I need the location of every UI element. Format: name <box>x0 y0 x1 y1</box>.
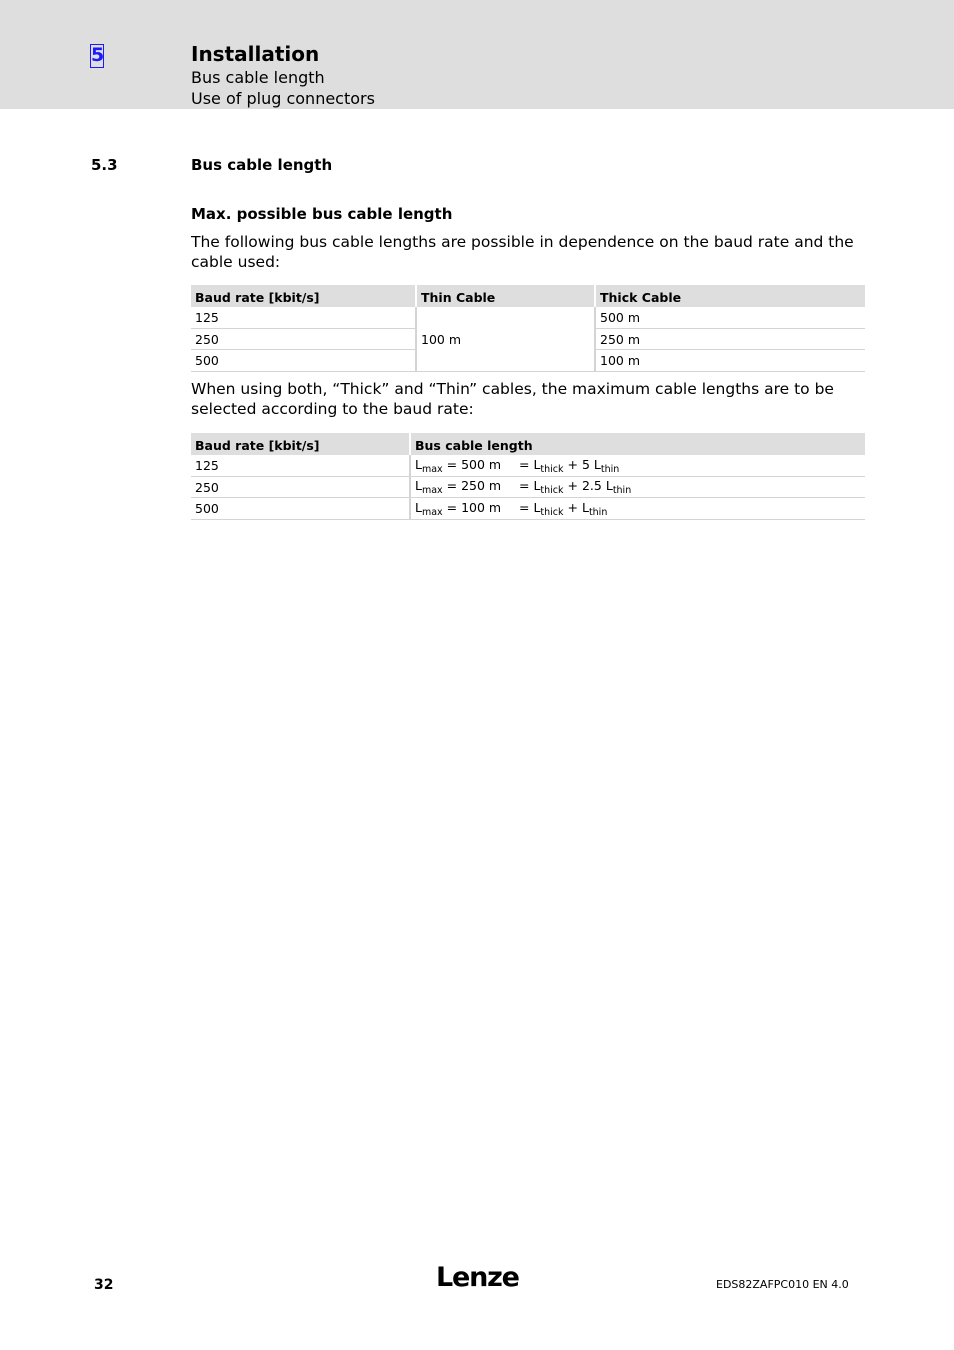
formula-cell: $L_{max} = 500$ $m = L_{thick} + 5$ $L_{thin}$ <box>409 455 865 477</box>
header-bus-cable-length: Bus cable length <box>409 433 865 455</box>
formula-cell: $L_{max} = 100$ $m = L_{thick} + L_{thin}$ <box>409 498 865 520</box>
header-thin-cable: Thin Cable <box>415 285 594 307</box>
table-row <box>191 307 865 329</box>
header-subtitle-plug-connectors: Use of plug connectors <box>191 89 375 108</box>
lenze-logo: Lenze <box>436 1262 519 1293</box>
table-header-row <box>191 285 865 307</box>
thick-cable-cell: 500 m <box>594 307 865 329</box>
baud-cell: 500 <box>191 350 415 372</box>
table-row <box>191 477 865 499</box>
document-id: EDS82ZAFPC010 EN 4.0 <box>716 1278 849 1291</box>
section-title: Bus cable length <box>191 156 333 174</box>
page-number: 32 <box>94 1277 114 1293</box>
baud-cell: 250 <box>191 329 415 351</box>
mixed-cable-table <box>191 433 865 520</box>
formula-cell: $L_{max} = 250$ $m = L_{thick} + 2.5$ $L_{thin}$ <box>409 477 865 499</box>
baud-cell: 125 <box>191 455 409 477</box>
mixed-cable-paragraph: When using both, “Thick” and “Thin” cables, the maximum cable lengths are to be selected according to the baud rate: <box>191 380 834 418</box>
thin-cable-cell: 100 m <box>415 307 594 372</box>
section-number: 5.3 <box>91 156 118 174</box>
table-row <box>191 455 865 477</box>
thick-cable-cell: 250 m <box>594 329 865 351</box>
baud-cell: 250 <box>191 477 409 499</box>
chapter-number-badge[interactable]: 5 <box>91 44 105 66</box>
header-band <box>0 0 954 109</box>
header-baud-rate: Baud rate [kbit/s] <box>191 433 409 455</box>
header-thick-cable: Thick Cable <box>594 285 865 307</box>
header-subtitle-bus-cable-length: Bus cable length <box>191 68 325 87</box>
intro-paragraph: The following bus cable lengths are possible in dependence on the baud rate and the cable used: <box>191 233 854 271</box>
table-header-row <box>191 433 865 455</box>
table-row <box>191 498 865 520</box>
thick-cable-cell: 100 m <box>594 350 865 372</box>
cable-length-table <box>191 285 865 372</box>
header-baud-rate: Baud rate [kbit/s] <box>191 285 415 307</box>
chapter-title: Installation <box>191 42 320 66</box>
baud-cell: 500 <box>191 498 409 520</box>
subheading: Max. possible bus cable length <box>191 205 453 223</box>
baud-cell: 125 <box>191 307 415 329</box>
